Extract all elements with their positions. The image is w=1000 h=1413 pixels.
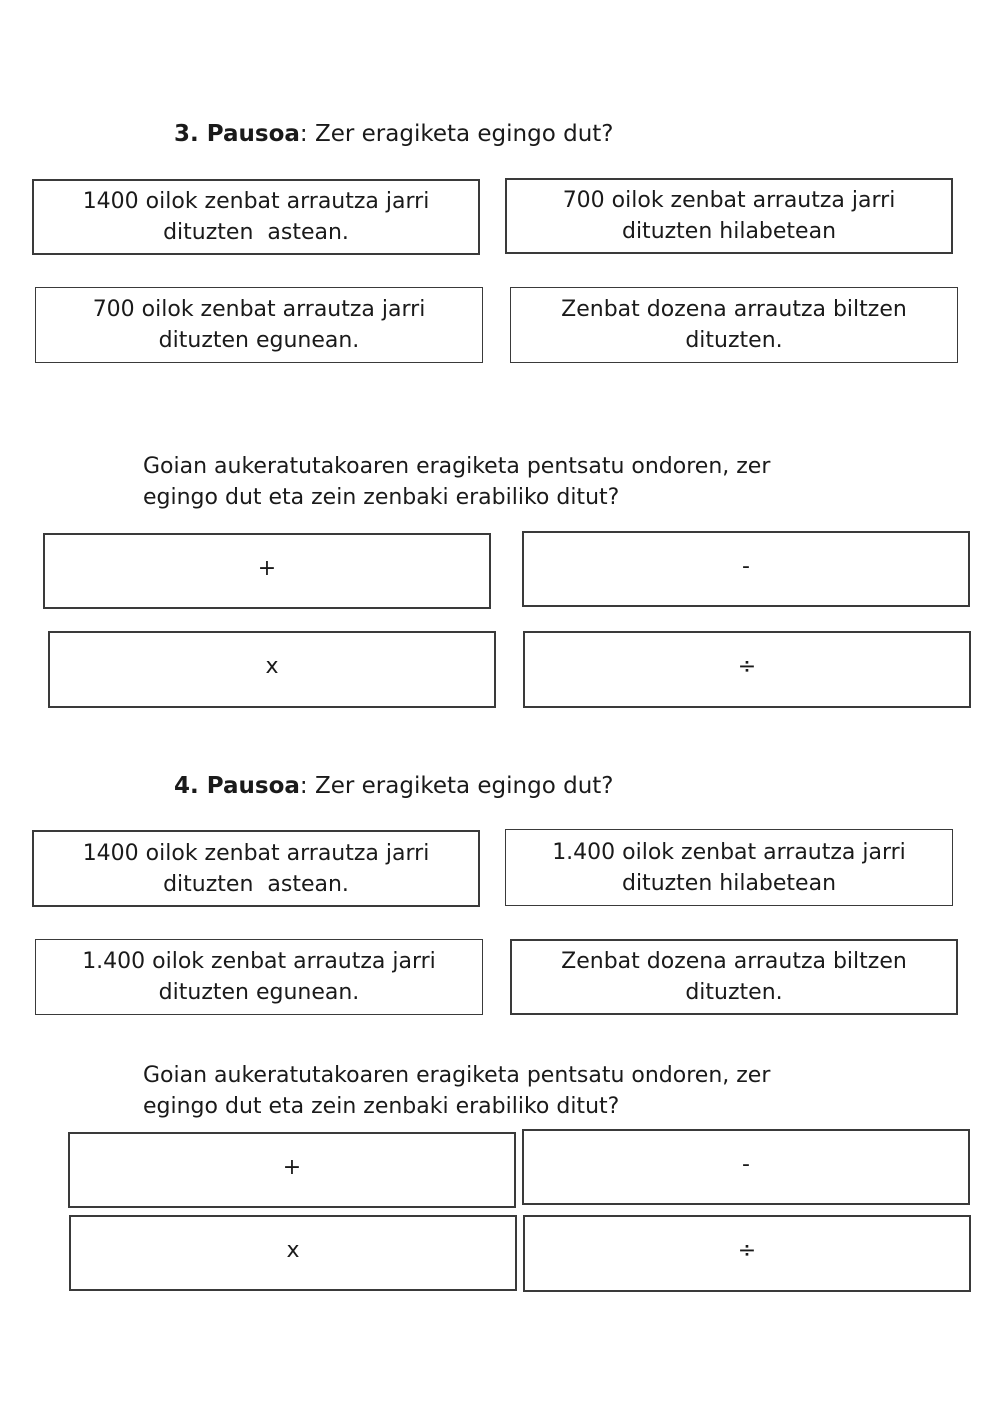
step3-word: Pausoa [206,121,300,147]
prompt-line2: egingo dut eta zein zenbaki erabiliko ditut? [143,1094,620,1119]
step4-word: Pausoa [206,773,300,799]
option-line1: 1400 oilok zenbat arrautza jarri [82,189,430,214]
step3-multiply-button[interactable] [48,631,496,708]
step4-multiply-button[interactable] [69,1215,517,1291]
step4-question: : Zer eragiketa egingo dut? [299,773,614,799]
step4-divide-button[interactable] [523,1215,971,1292]
step4-option-4[interactable] [510,939,958,1015]
option-line1: 1.400 oilok zenbat arrautza jarri [82,949,436,974]
step4-prompt [143,1060,770,1122]
option-line2: dituzten hilabetean [621,219,837,244]
step3-number: 3. [174,121,199,147]
option-line1: 1400 oilok zenbat arrautza jarri [82,840,430,866]
multiply-label: x [286,1238,300,1263]
option-line2: dituzten astean. [163,871,349,897]
step3-question: : Zer eragiketa egingo dut? [299,121,614,147]
prompt-line1: Goian aukeratutakoaren eragiketa pentsatu ondoren, zer [143,1063,771,1088]
option-line2: dituzten egunean. [158,328,360,353]
option-line1: Zenbat dozena arrautza biltzen [561,949,907,974]
option-line2: dituzten egunean. [158,980,360,1005]
option-line2: dituzten hilabetean [621,870,837,896]
step3-plus-button[interactable] [43,533,491,609]
step3-option-1[interactable] [32,179,480,255]
divide-label: ÷ [737,1238,757,1263]
option-line1: Zenbat dozena arrautza biltzen [561,297,907,322]
option-line2: dituzten. [685,328,783,353]
step3-option-2[interactable] [505,178,953,254]
step3-option-3[interactable] [35,287,483,363]
step3-option-4[interactable] [510,287,958,363]
multiply-label: x [265,654,279,679]
option-line2: dituzten. [685,980,783,1005]
step3-minus-button[interactable] [522,531,970,607]
step4-option-1[interactable] [32,830,480,907]
prompt-line2: egingo dut eta zein zenbaki erabiliko ditut? [143,485,620,510]
step3-divide-button[interactable] [523,631,971,708]
minus-label: - [742,1152,750,1177]
step3-prompt [143,451,770,513]
option-line2: dituzten astean. [163,220,349,245]
step4-option-2[interactable] [505,829,953,906]
minus-label: - [742,554,750,579]
prompt-line1: Goian aukeratutakoaren eragiketa pentsatu ondoren, zer [143,454,771,479]
option-line1: 700 oilok zenbat arrautza jarri [562,188,896,213]
plus-label: + [282,1155,302,1180]
option-line1: 700 oilok zenbat arrautza jarri [92,297,426,322]
step4-number: 4. [174,773,199,799]
plus-label: + [257,556,277,581]
step4-heading [174,772,614,800]
divide-label: ÷ [737,654,757,679]
step3-heading [174,120,614,148]
step4-option-3[interactable] [35,939,483,1015]
step4-plus-button[interactable] [68,1132,516,1208]
step4-minus-button[interactable] [522,1129,970,1205]
option-line1: 1.400 oilok zenbat arrautza jarri [552,839,906,865]
